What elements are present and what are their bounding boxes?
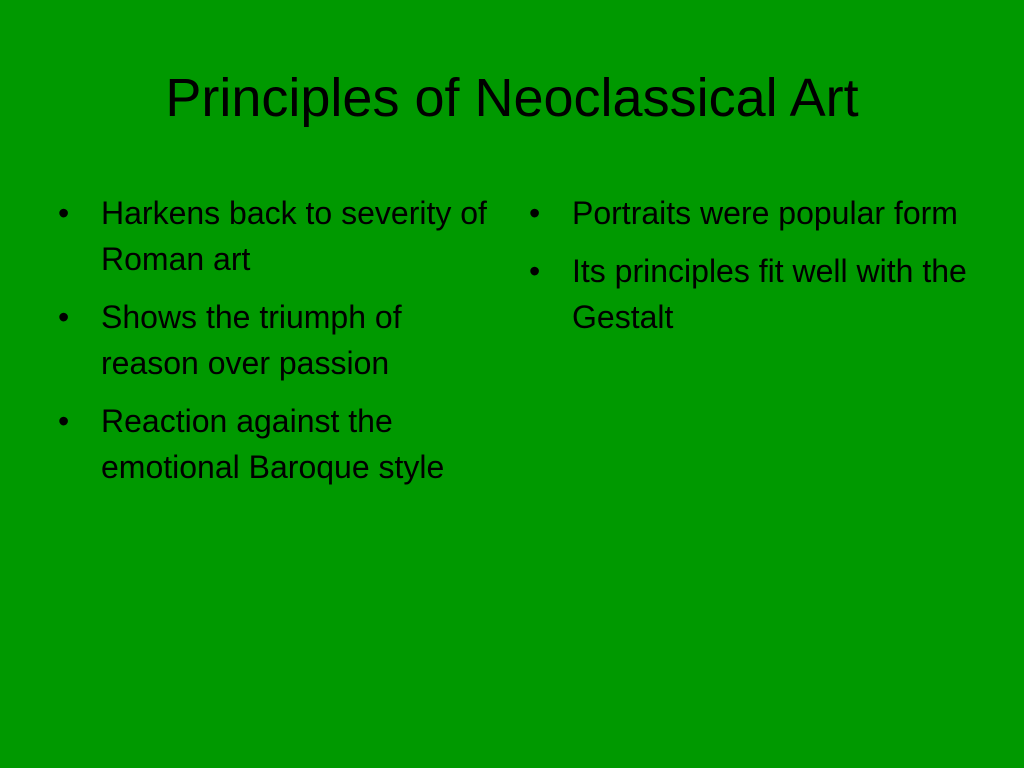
- bullet-text: Its principles fit well with the Gestalt: [572, 253, 967, 335]
- right-bullet-list: [529, 190, 999, 352]
- bullet-dot-icon: •: [58, 299, 70, 335]
- left-bullet-list: [58, 190, 498, 502]
- bullet-text: Reaction against the emotional Baroque style: [101, 403, 445, 485]
- bullet-dot-icon: •: [529, 253, 541, 289]
- bullet-text: Portraits were popular form: [572, 195, 958, 231]
- bullet-dot-icon: •: [58, 403, 70, 439]
- bullet-dot-icon: •: [529, 195, 541, 231]
- slide-title: Principles of Neoclassical Art: [165, 68, 859, 128]
- bullet-item: [58, 190, 498, 282]
- bullet-item: [58, 398, 498, 490]
- bullet-text: Harkens back to severity of Roman art: [101, 195, 487, 277]
- bullet-item: [529, 248, 999, 340]
- bullet-dot-icon: •: [58, 195, 70, 231]
- bullet-item: [529, 190, 999, 236]
- bullet-item: [58, 294, 498, 386]
- bullet-text: Shows the triumph of reason over passion: [101, 299, 402, 381]
